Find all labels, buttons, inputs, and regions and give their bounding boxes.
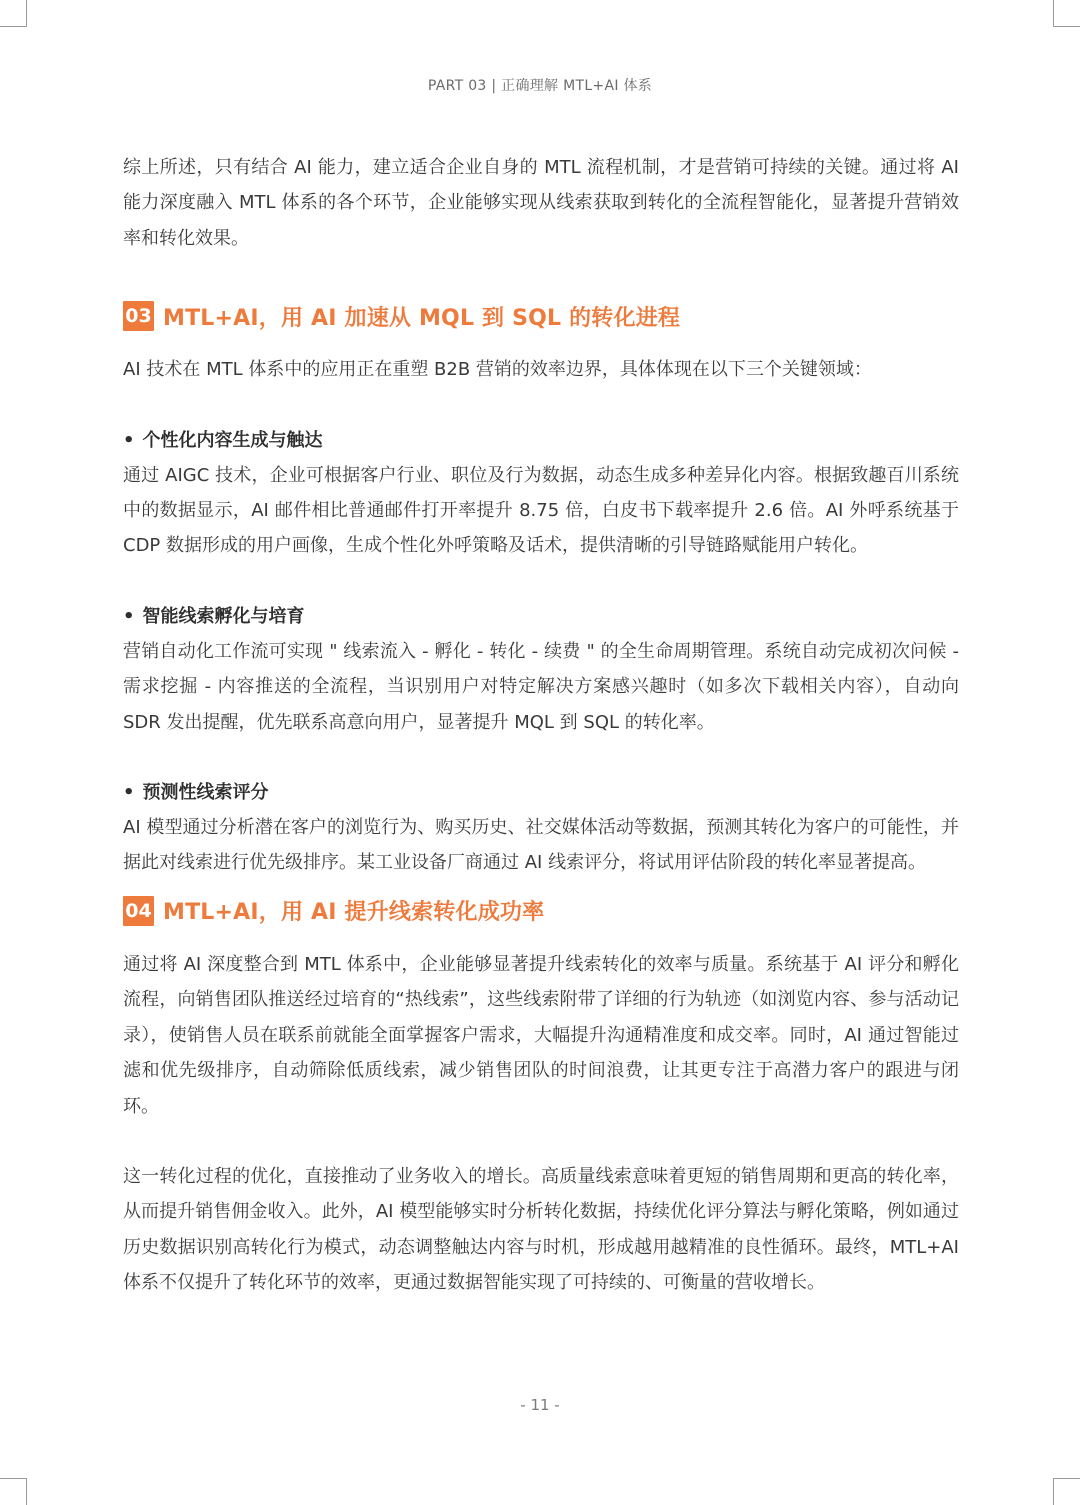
page-content xyxy=(123,150,959,1301)
section-03-intro: AI 技术在 MTL 体系中的应用正在重塑 B2B 营销的效率边界，具体体现在以下三个关键领域： xyxy=(123,359,872,381)
section-04-heading xyxy=(123,895,959,927)
section-03-heading xyxy=(123,300,959,332)
section-03-number-badge: 03 xyxy=(123,301,154,331)
running-header: PART 03 | 正确理解 MTL+AI 体系 xyxy=(427,78,653,94)
subheading-label: 预测性线索评分 xyxy=(142,782,269,804)
section-04-title: MTL+AI，用 AI 提升线索转化成功率 xyxy=(163,900,545,926)
crop-mark-bottom-left xyxy=(0,1478,27,1505)
item-body-predictive-scoring: AI 模型通过分析潜在客户的浏览行为、购买历史、社交媒体活动等数据，预测其转化为客户的可能性，并据此对线索进行优先级排序。某工业设备厂商通过 AI 线索评分，将试用评估阶段的转化率显著提高。 xyxy=(123,817,959,874)
page-number: - 11 - xyxy=(520,1396,560,1414)
intro-paragraph: 综上所述，只有结合 AI 能力，建立适合企业自身的 MTL 流程机制，才是营销可持续的关键。通过将 AI 能力深度融入 MTL 体系的各个环节，企业能够实现从线索获取到转化的全流程智能化，显著提升营销效率和转化效果。 xyxy=(123,157,959,249)
item-body-lead-nurturing: 营销自动化工作流可实现 " 线索流入 - 孵化 - 转化 - 续费 " 的全生命周期管理。系统自动完成初次问候 - 需求挖掘 - 内容推送的全流程，当识别用户对特定解决方案感兴趣时（如多次下载相关内容），自动向 SDR 发出提醒，优先联系高意向用户，显著提升 MQL 到 SQL 的转化率。 xyxy=(123,640,959,733)
section-03-title: MTL+AI，用 AI 加速从 MQL 到 SQL 的转化进程 xyxy=(163,305,681,331)
crop-mark-top-right xyxy=(1053,0,1080,27)
bullet-marker: • xyxy=(123,429,135,451)
subheading-personalized-content xyxy=(123,423,959,458)
section-04-paragraph-2: 这一转化过程的优化，直接推动了业务收入的增长。高质量线索意味着更短的销售周期和更高的转化率，从而提升销售佣金收入。此外，AI 模型能够实时分析转化数据，持续优化评分算法与孵化策略，例如通过历史数据识别高转化行为模式，动态调整触达内容与时机，形成越用越精准的良性循环。最终，MTL+AI 体系不仅提升了转化环节的效率，更通过数据智能实现了可持续的、可衡量的营收增长。 xyxy=(123,1165,959,1294)
bullet-marker: • xyxy=(123,605,135,627)
section-04-number-badge: 04 xyxy=(123,896,154,926)
item-body-personalized-content: 通过 AIGC 技术，企业可根据客户行业、职位及行为数据，动态生成多种差异化内容。根据致趣百川系统中的数据显示，AI 邮件相比普通邮件打开率提升 8.75 倍，白皮书下载率提升 2.6 倍。AI 外呼系统基于 CDP 数据形成的用户画像，生成个性化外呼策略及话术，提供清晰的引导链路赋能用户转化。 xyxy=(123,464,959,557)
subheading-label: 个性化内容生成与触达 xyxy=(142,429,323,451)
crop-mark-top-left xyxy=(0,0,27,27)
subheading-label: 智能线索孵化与培育 xyxy=(142,605,305,627)
crop-mark-bottom-right xyxy=(1053,1478,1080,1505)
subheading-predictive-scoring xyxy=(123,775,959,810)
bullet-marker: • xyxy=(123,782,135,804)
section-04-paragraph-1: 通过将 AI 深度整合到 MTL 体系中，企业能够显著提升线索转化的效率与质量。系统基于 AI 评分和孵化流程，向销售团队推送经过培育的“热线索”，这些线索附带了详细的行为轨迹（如浏览内容、参与活动记录），使销售人员在联系前就能全面掌握客户需求，大幅提升沟通精准度和成交率。同时，AI 通过智能过滤和优先级排序，自动筛除低质线索，减少销售团队的时间浪费，让其更专注于高潜力客户的跟进与闭环。 xyxy=(123,953,959,1117)
subheading-lead-nurturing xyxy=(123,599,959,634)
